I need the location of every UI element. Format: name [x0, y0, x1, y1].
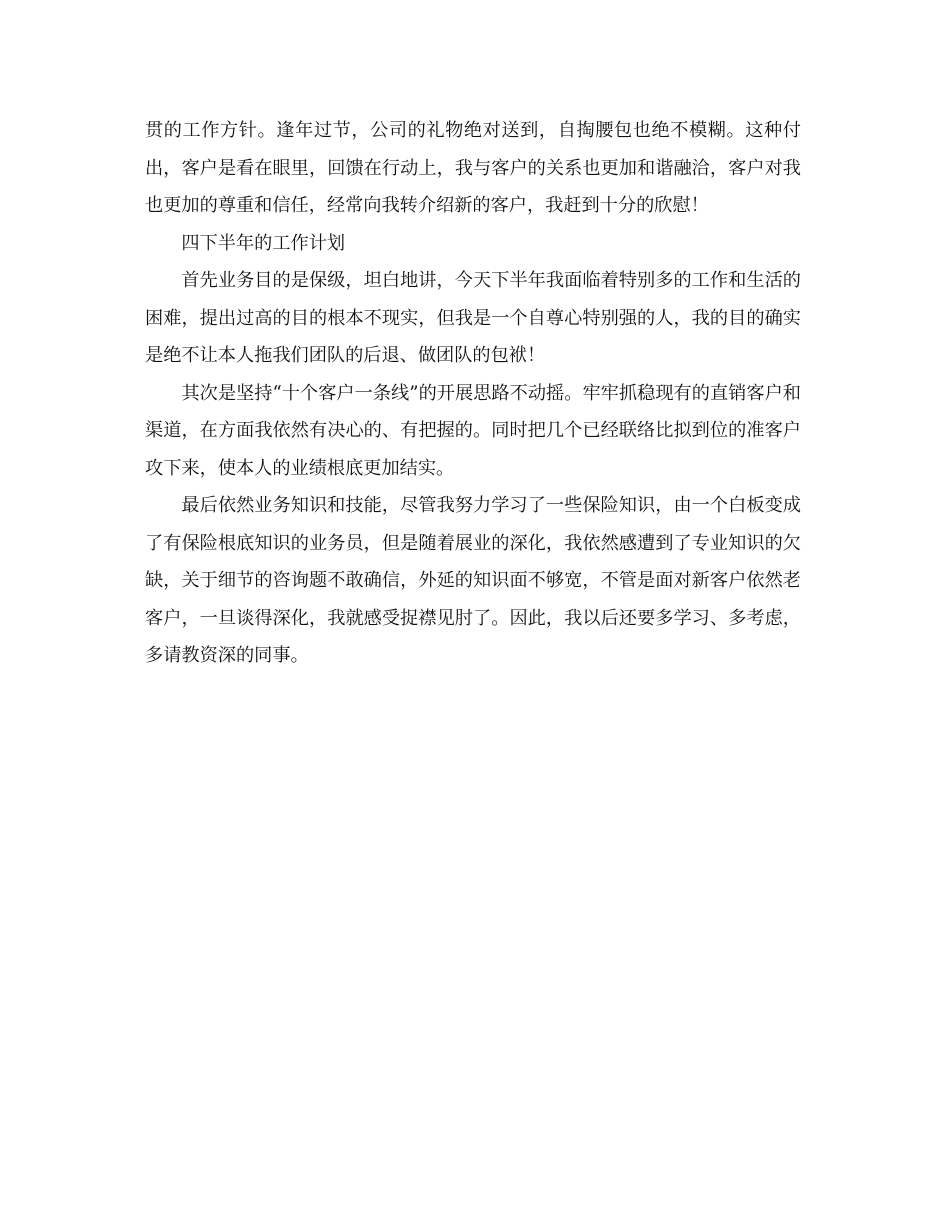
paragraph-continuation: 贯的工作方针。逢年过节，公司的礼物绝对送到，自掏腰包也绝不模糊。这种付出，客户是看在眼里，回馈在行动上，我与客户的关系也更加和谐融洽，客户对我也更加的尊重和信任，经常向我转介绍新的客户，我赶到十分的欣慰！: [145, 120, 801, 216]
paragraph-learning: 最后依然业务知识和技能，尽管我努力学习了一些保险知识，由一个白板变成了有保险根底知识的业务员，但是随着展业的深化，我依然感遭到了专业知识的欠缺，关于细节的咨询题不敢确信，外延的知识面不够宽，不管是面对新客户依然老客户，一旦谈得深化，我就感受捉襟见肘了。因此，我以后还要多学习、多考虑，多请教资深的同事。: [145, 495, 801, 666]
paragraph-strategy: 其次是坚持“十个客户一条线”的开展思路不动摇。牢牢抓稳现有的直销客户和渠道，在方面我依然有决心的、有把握的。同时把几个已经联络比拟到位的准客户攻下来，使本人的业绩根底更加结实。: [145, 382, 801, 479]
section-heading: 四下半年的工作计划: [181, 232, 346, 254]
document-body: [145, 112, 801, 675]
paragraph-goal: 首先业务目的是保级，坦白地讲，今天下半年我面临着特别多的工作和生活的困难，提出过高的目的根本不现实，但我是一个自尊心特别强的人，我的目的确实是绝不让本人拖我们团队的后退、做团队的包袱！: [145, 270, 801, 366]
